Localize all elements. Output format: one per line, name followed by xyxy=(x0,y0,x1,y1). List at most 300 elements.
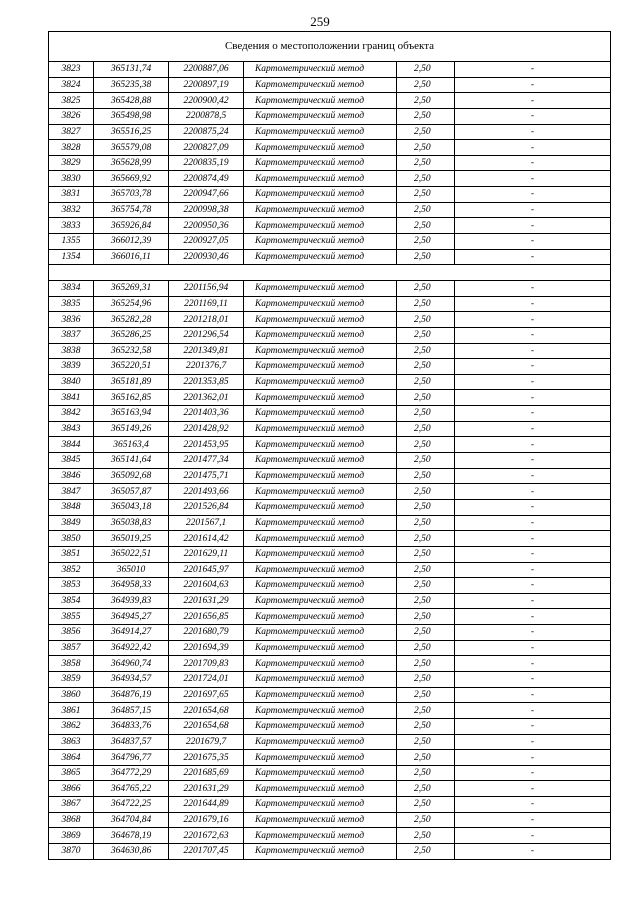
coord-x-cell: 364678,19 xyxy=(94,828,169,844)
precision-cell: 2,50 xyxy=(397,93,455,109)
point-number-cell: 3835 xyxy=(49,296,94,312)
coord-y-cell: 2200875,24 xyxy=(169,124,244,140)
precision-cell: 2,50 xyxy=(397,734,455,750)
point-number-cell: 3838 xyxy=(49,343,94,359)
coord-y-cell: 2200900,42 xyxy=(169,93,244,109)
precision-cell: 2,50 xyxy=(397,343,455,359)
description-cell: - xyxy=(455,499,611,515)
method-cell: Картометрический метод xyxy=(244,140,397,156)
description-cell: - xyxy=(455,718,611,734)
precision-cell: 2,50 xyxy=(397,812,455,828)
coord-y-cell: 2200897,19 xyxy=(169,77,244,93)
table-row xyxy=(49,797,611,813)
precision-cell: 2,50 xyxy=(397,562,455,578)
method-cell: Картометрический метод xyxy=(244,765,397,781)
point-number-cell: 3870 xyxy=(49,844,94,860)
method-cell: Картометрический метод xyxy=(244,390,397,406)
point-number-cell: 3847 xyxy=(49,484,94,500)
description-cell: - xyxy=(455,374,611,390)
precision-cell: 2,50 xyxy=(397,140,455,156)
method-cell: Картометрический метод xyxy=(244,124,397,140)
coord-x-cell: 365131,74 xyxy=(94,62,169,78)
coord-x-cell: 364704,84 xyxy=(94,812,169,828)
precision-cell: 2,50 xyxy=(397,578,455,594)
precision-cell: 2,50 xyxy=(397,155,455,171)
coord-y-cell: 2201604,63 xyxy=(169,578,244,594)
coord-x-cell: 365254,96 xyxy=(94,296,169,312)
coord-x-cell: 364922,42 xyxy=(94,640,169,656)
table-row xyxy=(49,609,611,625)
coord-x-cell: 364960,74 xyxy=(94,656,169,672)
coord-x-cell: 365286,25 xyxy=(94,327,169,343)
precision-cell: 2,50 xyxy=(397,593,455,609)
coord-y-cell: 2201493,66 xyxy=(169,484,244,500)
point-number-cell: 3827 xyxy=(49,124,94,140)
coord-y-cell: 2201362,01 xyxy=(169,390,244,406)
group-separator-row xyxy=(49,265,611,281)
table-row xyxy=(49,703,611,719)
description-cell: - xyxy=(455,280,611,296)
description-cell: - xyxy=(455,812,611,828)
method-cell: Картометрический метод xyxy=(244,828,397,844)
method-cell: Картометрический метод xyxy=(244,671,397,687)
point-number-cell: 3833 xyxy=(49,218,94,234)
coord-y-cell: 2201376,7 xyxy=(169,359,244,375)
point-number-cell: 3824 xyxy=(49,77,94,93)
method-cell: Картометрический метод xyxy=(244,797,397,813)
table-row xyxy=(49,437,611,453)
precision-cell: 2,50 xyxy=(397,187,455,203)
description-cell: - xyxy=(455,171,611,187)
point-number-cell: 3841 xyxy=(49,390,94,406)
precision-cell: 2,50 xyxy=(397,781,455,797)
table-row xyxy=(49,202,611,218)
coord-y-cell: 2201218,01 xyxy=(169,312,244,328)
method-cell: Картометрический метод xyxy=(244,468,397,484)
method-cell: Картометрический метод xyxy=(244,249,397,265)
coord-y-cell: 2201675,35 xyxy=(169,750,244,766)
point-number-cell: 3846 xyxy=(49,468,94,484)
coord-y-cell: 2201156,94 xyxy=(169,280,244,296)
description-cell: - xyxy=(455,484,611,500)
coord-x-cell: 365220,51 xyxy=(94,359,169,375)
method-cell: Картометрический метод xyxy=(244,578,397,594)
description-cell: - xyxy=(455,296,611,312)
description-cell: - xyxy=(455,734,611,750)
method-cell: Картометрический метод xyxy=(244,280,397,296)
method-cell: Картометрический метод xyxy=(244,484,397,500)
precision-cell: 2,50 xyxy=(397,468,455,484)
method-cell: Картометрический метод xyxy=(244,687,397,703)
precision-cell: 2,50 xyxy=(397,218,455,234)
table-row xyxy=(49,312,611,328)
coord-y-cell: 2201654,68 xyxy=(169,718,244,734)
coord-y-cell: 2201353,85 xyxy=(169,374,244,390)
coord-y-cell: 2201645,97 xyxy=(169,562,244,578)
table-row xyxy=(49,218,611,234)
description-cell: - xyxy=(455,234,611,250)
precision-cell: 2,50 xyxy=(397,374,455,390)
description-cell: - xyxy=(455,828,611,844)
point-number-cell: 3825 xyxy=(49,93,94,109)
precision-cell: 2,50 xyxy=(397,108,455,124)
precision-cell: 2,50 xyxy=(397,437,455,453)
table-row xyxy=(49,640,611,656)
table-row xyxy=(49,343,611,359)
point-number-cell: 3829 xyxy=(49,155,94,171)
table-row xyxy=(49,656,611,672)
precision-cell: 2,50 xyxy=(397,249,455,265)
point-number-cell: 3860 xyxy=(49,687,94,703)
precision-cell: 2,50 xyxy=(397,312,455,328)
table-row xyxy=(49,734,611,750)
precision-cell: 2,50 xyxy=(397,531,455,547)
coord-x-cell: 366012,39 xyxy=(94,234,169,250)
point-number-cell: 3869 xyxy=(49,828,94,844)
table-row xyxy=(49,390,611,406)
precision-cell: 2,50 xyxy=(397,171,455,187)
table-row xyxy=(49,93,611,109)
description-cell: - xyxy=(455,640,611,656)
coord-y-cell: 2201679,16 xyxy=(169,812,244,828)
point-number-cell: 3851 xyxy=(49,546,94,562)
point-number-cell: 3843 xyxy=(49,421,94,437)
description-cell: - xyxy=(455,515,611,531)
table-row xyxy=(49,77,611,93)
coord-x-cell: 365235,38 xyxy=(94,77,169,93)
coord-x-cell: 365669,92 xyxy=(94,171,169,187)
coord-x-cell: 365163,4 xyxy=(94,437,169,453)
coord-y-cell: 2200878,5 xyxy=(169,108,244,124)
point-number-cell: 3832 xyxy=(49,202,94,218)
point-number-cell: 3865 xyxy=(49,765,94,781)
coord-x-cell: 364958,33 xyxy=(94,578,169,594)
description-cell: - xyxy=(455,202,611,218)
table-row xyxy=(49,108,611,124)
method-cell: Картометрический метод xyxy=(244,171,397,187)
point-number-cell: 3856 xyxy=(49,625,94,641)
description-cell: - xyxy=(455,93,611,109)
table-row xyxy=(49,499,611,515)
coord-x-cell: 364630,86 xyxy=(94,844,169,860)
description-cell: - xyxy=(455,797,611,813)
description-cell: - xyxy=(455,656,611,672)
table-row xyxy=(49,765,611,781)
method-cell: Картометрический метод xyxy=(244,62,397,78)
coord-x-cell: 365516,25 xyxy=(94,124,169,140)
coord-x-cell: 365010 xyxy=(94,562,169,578)
coord-x-cell: 366016,11 xyxy=(94,249,169,265)
precision-cell: 2,50 xyxy=(397,844,455,860)
point-number-cell: 1354 xyxy=(49,249,94,265)
precision-cell: 2,50 xyxy=(397,656,455,672)
precision-cell: 2,50 xyxy=(397,280,455,296)
point-number-cell: 3834 xyxy=(49,280,94,296)
point-number-cell: 3844 xyxy=(49,437,94,453)
point-number-cell: 3854 xyxy=(49,593,94,609)
method-cell: Картометрический метод xyxy=(244,406,397,422)
coord-x-cell: 364772,29 xyxy=(94,765,169,781)
method-cell: Картометрический метод xyxy=(244,327,397,343)
coord-x-cell: 365232,58 xyxy=(94,343,169,359)
table-row xyxy=(49,296,611,312)
table-row xyxy=(49,171,611,187)
coord-y-cell: 2201475,71 xyxy=(169,468,244,484)
coord-y-cell: 2201296,54 xyxy=(169,327,244,343)
coord-y-cell: 2200950,36 xyxy=(169,218,244,234)
coord-y-cell: 2201654,68 xyxy=(169,703,244,719)
method-cell: Картометрический метод xyxy=(244,640,397,656)
point-number-cell: 3855 xyxy=(49,609,94,625)
boundary-coordinates-table xyxy=(48,31,611,860)
method-cell: Картометрический метод xyxy=(244,734,397,750)
precision-cell: 2,50 xyxy=(397,609,455,625)
coord-x-cell: 364833,76 xyxy=(94,718,169,734)
point-number-cell: 3857 xyxy=(49,640,94,656)
coord-y-cell: 2201526,84 xyxy=(169,499,244,515)
coord-x-cell: 365038,83 xyxy=(94,515,169,531)
description-cell: - xyxy=(455,609,611,625)
coord-x-cell: 365057,87 xyxy=(94,484,169,500)
coord-x-cell: 364837,57 xyxy=(94,734,169,750)
table-row xyxy=(49,515,611,531)
method-cell: Картометрический метод xyxy=(244,609,397,625)
coord-x-cell: 364876,19 xyxy=(94,687,169,703)
precision-cell: 2,50 xyxy=(397,77,455,93)
coord-y-cell: 2201680,79 xyxy=(169,625,244,641)
coord-y-cell: 2201477,34 xyxy=(169,453,244,469)
table-row xyxy=(49,234,611,250)
table-row xyxy=(49,249,611,265)
coord-x-cell: 365162,85 xyxy=(94,390,169,406)
description-cell: - xyxy=(455,546,611,562)
table-row xyxy=(49,124,611,140)
method-cell: Картометрический метод xyxy=(244,718,397,734)
precision-cell: 2,50 xyxy=(397,515,455,531)
description-cell: - xyxy=(455,140,611,156)
description-cell: - xyxy=(455,593,611,609)
table-row xyxy=(49,844,611,860)
coord-y-cell: 2200887,06 xyxy=(169,62,244,78)
precision-cell: 2,50 xyxy=(397,62,455,78)
table-row xyxy=(49,453,611,469)
precision-cell: 2,50 xyxy=(397,750,455,766)
coord-y-cell: 2201644,89 xyxy=(169,797,244,813)
description-cell: - xyxy=(455,468,611,484)
precision-cell: 2,50 xyxy=(397,828,455,844)
page-number: 259 xyxy=(310,14,330,29)
description-cell: - xyxy=(455,390,611,406)
description-cell: - xyxy=(455,844,611,860)
method-cell: Картометрический метод xyxy=(244,750,397,766)
coord-x-cell: 365019,25 xyxy=(94,531,169,547)
description-cell: - xyxy=(455,108,611,124)
point-number-cell: 3859 xyxy=(49,671,94,687)
method-cell: Картометрический метод xyxy=(244,812,397,828)
coord-y-cell: 2201685,69 xyxy=(169,765,244,781)
precision-cell: 2,50 xyxy=(397,671,455,687)
table-title: Сведения о местоположении границ объекта xyxy=(49,32,611,62)
precision-cell: 2,50 xyxy=(397,687,455,703)
precision-cell: 2,50 xyxy=(397,703,455,719)
precision-cell: 2,50 xyxy=(397,453,455,469)
table-row xyxy=(49,671,611,687)
coord-x-cell: 365141,64 xyxy=(94,453,169,469)
coord-y-cell: 2200827,09 xyxy=(169,140,244,156)
description-cell: - xyxy=(455,687,611,703)
point-number-cell: 3863 xyxy=(49,734,94,750)
precision-cell: 2,50 xyxy=(397,718,455,734)
description-cell: - xyxy=(455,218,611,234)
method-cell: Картометрический метод xyxy=(244,703,397,719)
coord-y-cell: 2200835,19 xyxy=(169,155,244,171)
description-cell: - xyxy=(455,77,611,93)
precision-cell: 2,50 xyxy=(397,124,455,140)
table-row xyxy=(49,625,611,641)
method-cell: Картометрический метод xyxy=(244,546,397,562)
coord-x-cell: 365428,88 xyxy=(94,93,169,109)
point-number-cell: 3842 xyxy=(49,406,94,422)
method-cell: Картометрический метод xyxy=(244,374,397,390)
coord-x-cell: 365092,68 xyxy=(94,468,169,484)
method-cell: Картометрический метод xyxy=(244,359,397,375)
description-cell: - xyxy=(455,421,611,437)
description-cell: - xyxy=(455,343,611,359)
coord-y-cell: 2201349,81 xyxy=(169,343,244,359)
method-cell: Картометрический метод xyxy=(244,108,397,124)
table-row xyxy=(49,531,611,547)
table-row xyxy=(49,546,611,562)
precision-cell: 2,50 xyxy=(397,484,455,500)
coord-x-cell: 365181,89 xyxy=(94,374,169,390)
method-cell: Картометрический метод xyxy=(244,781,397,797)
precision-cell: 2,50 xyxy=(397,359,455,375)
precision-cell: 2,50 xyxy=(397,625,455,641)
coord-y-cell: 2201453,95 xyxy=(169,437,244,453)
table-title-row xyxy=(49,32,611,62)
precision-cell: 2,50 xyxy=(397,421,455,437)
table-row xyxy=(49,578,611,594)
description-cell: - xyxy=(455,750,611,766)
method-cell: Картометрический метод xyxy=(244,593,397,609)
coord-x-cell: 365579,08 xyxy=(94,140,169,156)
table-row xyxy=(49,750,611,766)
description-cell: - xyxy=(455,124,611,140)
coord-x-cell: 364914,27 xyxy=(94,625,169,641)
coord-x-cell: 365628,99 xyxy=(94,155,169,171)
coord-y-cell: 2201724,01 xyxy=(169,671,244,687)
table-row xyxy=(49,484,611,500)
coord-y-cell: 2201614,42 xyxy=(169,531,244,547)
precision-cell: 2,50 xyxy=(397,296,455,312)
method-cell: Картометрический метод xyxy=(244,218,397,234)
table-row xyxy=(49,280,611,296)
point-number-cell: 3850 xyxy=(49,531,94,547)
coord-x-cell: 365754,78 xyxy=(94,202,169,218)
precision-cell: 2,50 xyxy=(397,390,455,406)
method-cell: Картометрический метод xyxy=(244,421,397,437)
coord-y-cell: 2200927,05 xyxy=(169,234,244,250)
description-cell: - xyxy=(455,437,611,453)
table-row xyxy=(49,562,611,578)
method-cell: Картометрический метод xyxy=(244,437,397,453)
description-cell: - xyxy=(455,406,611,422)
precision-cell: 2,50 xyxy=(397,640,455,656)
coord-x-cell: 364857,15 xyxy=(94,703,169,719)
precision-cell: 2,50 xyxy=(397,202,455,218)
point-number-cell: 3830 xyxy=(49,171,94,187)
coord-x-cell: 365163,94 xyxy=(94,406,169,422)
coord-y-cell: 2201672,63 xyxy=(169,828,244,844)
precision-cell: 2,50 xyxy=(397,327,455,343)
coord-y-cell: 2201631,29 xyxy=(169,593,244,609)
table-row xyxy=(49,374,611,390)
point-number-cell: 1355 xyxy=(49,234,94,250)
method-cell: Картометрический метод xyxy=(244,515,397,531)
point-number-cell: 3864 xyxy=(49,750,94,766)
precision-cell: 2,50 xyxy=(397,234,455,250)
method-cell: Картометрический метод xyxy=(244,296,397,312)
table-row xyxy=(49,812,611,828)
table-row xyxy=(49,421,611,437)
precision-cell: 2,50 xyxy=(397,797,455,813)
coord-x-cell: 364934,57 xyxy=(94,671,169,687)
method-cell: Картометрический метод xyxy=(244,625,397,641)
coord-x-cell: 364939,83 xyxy=(94,593,169,609)
table-row xyxy=(49,781,611,797)
method-cell: Картометрический метод xyxy=(244,531,397,547)
method-cell: Картометрический метод xyxy=(244,453,397,469)
coord-y-cell: 2201679,7 xyxy=(169,734,244,750)
point-number-cell: 3840 xyxy=(49,374,94,390)
table-row xyxy=(49,62,611,78)
table-row xyxy=(49,718,611,734)
coord-x-cell: 364796,77 xyxy=(94,750,169,766)
description-cell: - xyxy=(455,327,611,343)
description-cell: - xyxy=(455,765,611,781)
description-cell: - xyxy=(455,531,611,547)
coord-y-cell: 2201631,29 xyxy=(169,781,244,797)
coord-y-cell: 2200947,66 xyxy=(169,187,244,203)
description-cell: - xyxy=(455,359,611,375)
coord-x-cell: 364945,27 xyxy=(94,609,169,625)
coord-x-cell: 365149,26 xyxy=(94,421,169,437)
description-cell: - xyxy=(455,187,611,203)
point-number-cell: 3867 xyxy=(49,797,94,813)
table-row xyxy=(49,593,611,609)
coord-y-cell: 2201656,85 xyxy=(169,609,244,625)
method-cell: Картометрический метод xyxy=(244,844,397,860)
table-row xyxy=(49,155,611,171)
description-cell: - xyxy=(455,562,611,578)
description-cell: - xyxy=(455,703,611,719)
coord-y-cell: 2201403,36 xyxy=(169,406,244,422)
table-row xyxy=(49,468,611,484)
point-number-cell: 3861 xyxy=(49,703,94,719)
precision-cell: 2,50 xyxy=(397,499,455,515)
point-number-cell: 3858 xyxy=(49,656,94,672)
description-cell: - xyxy=(455,625,611,641)
description-cell: - xyxy=(455,781,611,797)
coord-x-cell: 364722,25 xyxy=(94,797,169,813)
method-cell: Картометрический метод xyxy=(244,343,397,359)
table-row xyxy=(49,359,611,375)
point-number-cell: 3845 xyxy=(49,453,94,469)
coord-y-cell: 2201428,92 xyxy=(169,421,244,437)
point-number-cell: 3868 xyxy=(49,812,94,828)
method-cell: Картометрический метод xyxy=(244,187,397,203)
group-separator-cell xyxy=(49,265,611,281)
